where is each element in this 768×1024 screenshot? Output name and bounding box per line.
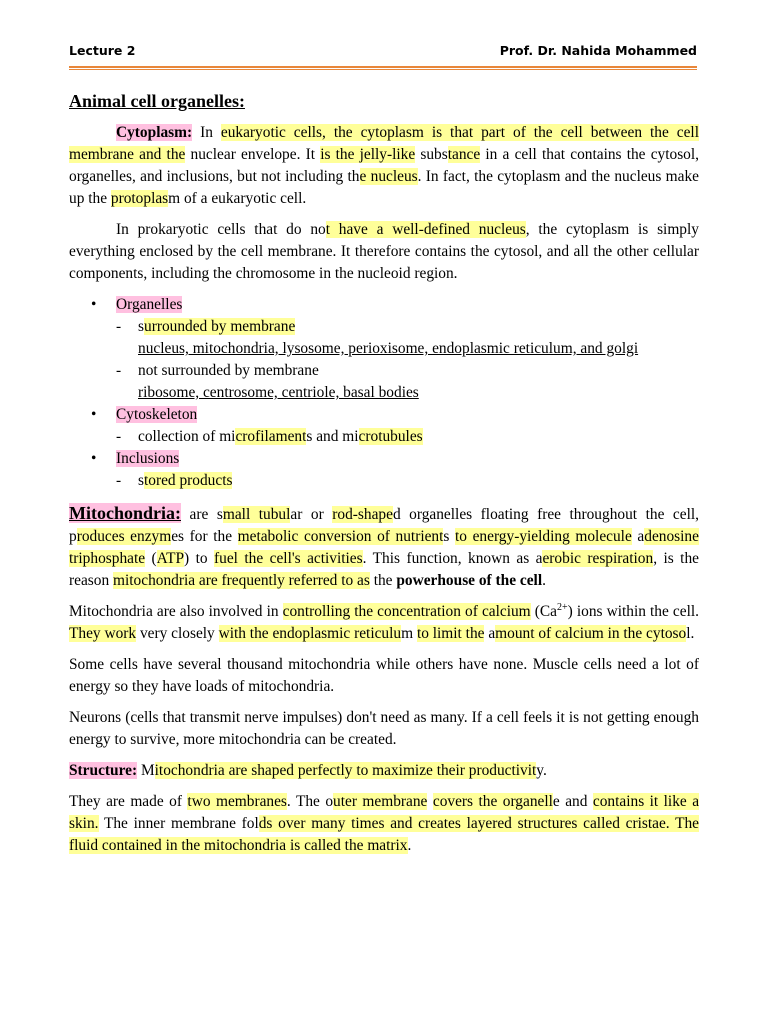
sub-list (116, 426, 699, 448)
highlight: is the jelly-like (320, 146, 416, 163)
highlight: t have a well-defined nucleus (325, 221, 526, 238)
highlight: crotubules (358, 428, 423, 445)
highlight: crofilament (235, 428, 307, 445)
highlight: two membranes (187, 793, 287, 810)
organelles-label: Organelles (116, 296, 183, 313)
highlight: to limit the (416, 625, 485, 642)
text: In (192, 124, 221, 141)
prokaryotic-paragraph (69, 219, 699, 285)
text: es for the (171, 528, 238, 545)
author-label: Prof. Dr. Nahida Mohammed (499, 43, 697, 58)
text: s (138, 318, 144, 335)
highlight: mall tubul (222, 506, 291, 523)
text: s (138, 472, 144, 489)
text: l. (686, 625, 695, 642)
text: . This function, known as a (362, 550, 543, 567)
membrane-organelles: nucleus, mitochondria, lysosome, perioxisome, endoplasmic reticulum, and golgi (138, 340, 639, 357)
cytoplasm-paragraph (69, 122, 699, 210)
text: M (137, 762, 155, 779)
header-rule-thin (69, 69, 697, 70)
highlight: metabolic conversion of nutrient (237, 528, 444, 545)
calcium-paragraph (69, 601, 699, 645)
text: the (369, 572, 397, 589)
sub-list (116, 316, 699, 404)
structure-paragraph (69, 760, 699, 782)
highlight: controlling the concentration of calcium (282, 603, 531, 620)
mitochondria-heading: Mitochondria: (69, 503, 181, 523)
text: not surrounded by membrane (138, 362, 319, 379)
highlight: urrounded by membrane (144, 318, 296, 335)
text: . (407, 837, 412, 854)
text: in a cell that contains the cytosol, organelles, and inclusions, but not including th (69, 146, 700, 185)
highlight: eukaryotic cells, the cytoplasm is that part of the cell between the cell membrane and the (69, 124, 699, 163)
neurons-paragraph: Neurons (cells that transmit nerve impulses) don't need as many. If a cell feels it is not getting enough energy to survive, more mitochondria can be created. (69, 709, 699, 748)
highlight: with the endoplasmic reticulu (218, 625, 402, 642)
highlight: mitochondria are frequently referred to as (113, 572, 370, 589)
text: ) to (184, 550, 215, 567)
text: y. (536, 762, 547, 779)
highlight: tance (447, 146, 481, 163)
highlight: ds over many times and creates layered structures called cristae. The fluid contained in the mitochondria is called the matrix (69, 815, 699, 854)
non-membrane-organelles: ribosome, centrosome, centriole, basal bodies (138, 384, 419, 401)
text: , is the reason (69, 550, 699, 589)
sub-list-item (116, 316, 699, 360)
highlight: protoplas (110, 190, 169, 207)
text: s (443, 528, 456, 545)
highlight: itochondria are shaped perfectly to maximize their productivit (154, 762, 537, 779)
text: . In fact, the cytoplasm and the nucleus make up the (69, 168, 699, 207)
cytoskeleton-label: Cytoskeleton (116, 406, 198, 423)
page-title: Animal cell organelles: (69, 91, 245, 111)
text: ar or (290, 506, 333, 523)
text: m (401, 625, 417, 642)
text: e and (552, 793, 593, 810)
text: They are made of (69, 793, 188, 810)
sub-list-item (116, 360, 699, 404)
text: The inner membrane fol (98, 815, 259, 832)
text: are s (181, 506, 223, 523)
header-rule (69, 66, 697, 68)
superscript: 2+ (556, 601, 568, 613)
highlight: denosine triphosphate (69, 528, 699, 567)
text: (Ca (530, 603, 557, 620)
membranes-paragraph (69, 791, 699, 857)
highlight: ATP (156, 550, 185, 567)
list-item (69, 404, 699, 448)
text: . The o (286, 793, 334, 810)
text: collection of mi (138, 428, 236, 445)
text: . (542, 572, 546, 589)
inclusions-label: Inclusions (116, 450, 180, 467)
lecture-label: Lecture 2 (69, 43, 136, 58)
highlight: They work (69, 625, 137, 642)
powerhouse-text: powerhouse of the cell (396, 572, 543, 589)
highlight: fuel the cell's activities (214, 550, 363, 567)
text: Mitochondria are also involved in (69, 603, 283, 620)
text: d organelles floating free throughout the cell, p (69, 506, 699, 545)
text: nuclear envelop (185, 146, 290, 163)
text: ( (145, 550, 157, 567)
highlight: rod-shape (332, 506, 393, 523)
highlight: covers the organell (432, 793, 553, 810)
text: In prokaryotic cells that do no (116, 221, 326, 238)
highlight: tored products (144, 472, 233, 489)
highlight: contains it like a skin. (69, 793, 700, 832)
text: ) ions within the cell. (567, 603, 699, 620)
highlight: roduces enzym (76, 528, 172, 545)
sub-list-item (116, 426, 699, 448)
list-item (69, 448, 699, 492)
structure-label: Structure: (69, 762, 138, 779)
highlight: e nucleus (359, 168, 418, 185)
sub-list-item (116, 470, 699, 492)
text: a (484, 625, 496, 642)
highlight: to energy-yielding molecule (455, 528, 632, 545)
text: s and mi (306, 428, 359, 445)
highlight: erobic respiration (542, 550, 654, 567)
mitochondria-paragraph (69, 502, 699, 592)
sub-list (116, 470, 699, 492)
document-body (69, 88, 699, 866)
text: subs (415, 146, 448, 163)
muscle-paragraph: Some cells have several thousand mitochondria while others have none. Muscle cells need a lot of energy so they have loads of mitochondria. (69, 656, 699, 695)
text: , the cytoplasm is simply everything enclosed by the cell membrane. It therefore contains the cytosol, and all the other cellular components, including the chromosome in the nucleoid region. (69, 221, 699, 282)
list-item (69, 294, 699, 404)
highlight: uter membrane (333, 793, 428, 810)
text: m of a eukaryotic cell. (168, 190, 307, 207)
highlight: mount of calcium in the cytoso (495, 625, 687, 642)
organelle-list (69, 294, 699, 492)
page-header (69, 43, 697, 59)
text: e. It (289, 146, 321, 163)
cytoplasm-label: Cytoplasm: (116, 124, 193, 141)
text: a (631, 528, 645, 545)
text: very closely (136, 625, 219, 642)
